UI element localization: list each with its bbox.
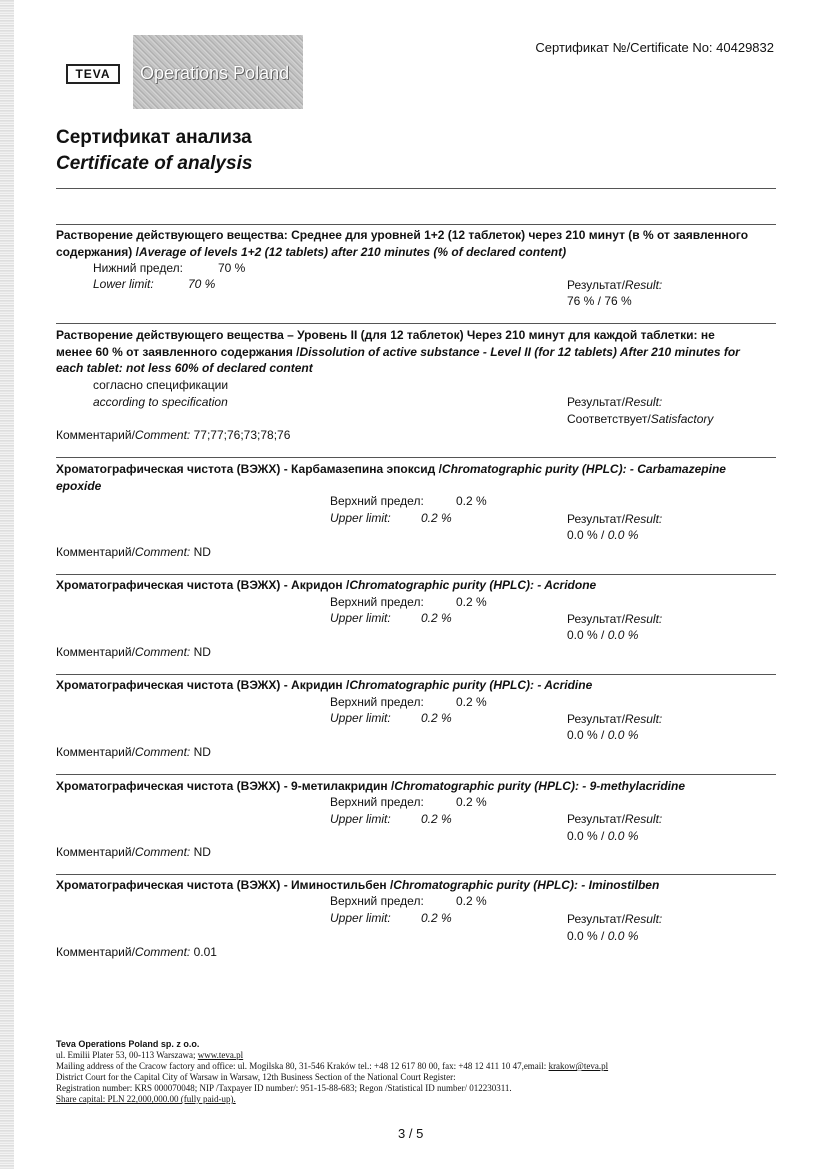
result-value-ru: 0.0 % / (567, 929, 608, 943)
footer-address (56, 1050, 243, 1060)
heading-line-ru-2: содержания) / (56, 244, 139, 259)
certificate-number: Сертификат №/Certificate No: 40429832 (535, 40, 774, 55)
comment (56, 745, 211, 759)
spec-ru: согласно спецификации (93, 378, 229, 392)
heading-line-ru-2: менее 60 % от заявленного содержания / (56, 344, 300, 359)
result-label (567, 278, 662, 292)
result-label (567, 395, 662, 409)
result-value (567, 829, 638, 843)
result-label-ru: Результат/ (567, 812, 625, 826)
result-value-en: 0.0 % (607, 829, 639, 843)
comment (56, 945, 217, 959)
section-heading (56, 227, 778, 260)
limit-ru-label: Верхний предел: (330, 494, 424, 508)
heading-line-en: Dissolution of active substance - Level II (for 12 tablets) After 210 minutes for (299, 344, 740, 359)
scan-edge (0, 0, 14, 1169)
result-value-en: 0.0 % (607, 929, 639, 943)
limit-en-label: Upper limit: (330, 911, 391, 925)
result-value: 76 % / 76 % (567, 294, 632, 308)
result-value-ru: 0.0 % / (567, 528, 608, 542)
limit-ru-value: 0.2 % (456, 795, 487, 809)
limit-en-value: 0.2 % (421, 812, 452, 826)
result-label-en: Result: (624, 395, 663, 409)
result-value-en: Satisfactory (650, 412, 714, 426)
footer-mailing-text: Mailing address of the Cracow factory and office: ul. Mogilska 80, 31-546 Kraków tel.: +48 12 617 80 00, fax: +48 12 411 10 47,email: (56, 1061, 549, 1071)
section-heading (56, 461, 778, 494)
result-label-ru: Результат/ (567, 912, 625, 926)
heading-line-en: Chromatographic purity (HPLC): - 9-methylacridine (394, 779, 685, 793)
section-heading (56, 327, 778, 377)
result-label (567, 612, 662, 626)
heading-line-en: Chromatographic purity (HPLC): - Acridone (349, 578, 597, 592)
comment-value: ND (190, 845, 211, 859)
result-value-ru: Соответствует/ (567, 412, 651, 426)
comment-label-en: Comment: (134, 428, 191, 442)
heading-line-en: Chromatographic purity (HPLC): - Iminostilben (393, 878, 660, 892)
divider (56, 774, 776, 775)
footer-website-link[interactable]: www.teva.pl (197, 1050, 244, 1060)
result-value (567, 728, 638, 742)
result-label (567, 512, 662, 526)
comment-label-ru: Комментарий/ (56, 428, 135, 442)
divider (56, 674, 776, 675)
limit-en-value: 0.2 % (421, 711, 452, 725)
footer-court: District Court for the Capital City of Warsaw in Warsaw, 12th Business Section of the National Court Register: (56, 1072, 456, 1082)
comment (56, 845, 211, 859)
divider (56, 224, 776, 225)
comment-label-en: Comment: (134, 745, 191, 759)
result-value-ru: 0.0 % / (567, 829, 608, 843)
comment-label-en: Comment: (134, 545, 191, 559)
result-value-en: 0.0 % (607, 728, 639, 742)
footer-company: Teva Operations Poland sp. z o.o. (56, 1039, 200, 1049)
limit-ru-label: Нижний предел: (93, 261, 183, 275)
limit-ru-label: Верхний предел: (330, 894, 424, 908)
comment-label-ru: Комментарий/ (56, 645, 135, 659)
page-number: 3 / 5 (398, 1126, 424, 1141)
comment-label-ru: Комментарий/ (56, 745, 135, 759)
comment-label-ru: Комментарий/ (56, 845, 135, 859)
limit-ru-label: Верхний предел: (330, 695, 424, 709)
result-label-ru: Результат/ (567, 512, 625, 526)
result-label-ru: Результат/ (567, 395, 625, 409)
comment-value: 0.01 (190, 945, 217, 959)
limit-ru-value: 0.2 % (456, 494, 487, 508)
comment (56, 428, 290, 442)
limit-en-value: 0.2 % (421, 611, 452, 625)
result-label (567, 912, 662, 926)
comment-label-ru: Комментарий/ (56, 545, 135, 559)
result-label-en: Result: (624, 512, 663, 526)
footer-address-text: ul. Emilii Plater 53, 00-113 Warszawa; (56, 1050, 198, 1060)
section-heading (56, 778, 778, 795)
comment-value: ND (190, 545, 211, 559)
section-heading (56, 877, 778, 894)
comment (56, 645, 211, 659)
footer-email-link[interactable]: krakow@teva.pl (548, 1061, 609, 1071)
comment-label-en: Comment: (134, 945, 191, 959)
heading-line-en: Chromatographic purity (HPLC): - Acridine (349, 678, 593, 692)
heading-line-ru: Хроматографическая чистота (ВЭЖХ) - Иминостильбен / (56, 878, 394, 892)
result-label-ru: Результат/ (567, 712, 625, 726)
section-heading (56, 577, 778, 594)
result-value (567, 528, 638, 542)
limit-en-label: Upper limit: (330, 812, 391, 826)
heading-line-ru: Хроматографическая чистота (ВЭЖХ) - Акридин / (56, 678, 350, 692)
result-label-ru: Результат/ (567, 612, 625, 626)
divider (56, 574, 776, 575)
result-label (567, 712, 662, 726)
result-value (567, 412, 713, 426)
limit-ru-label: Верхний предел: (330, 795, 424, 809)
heading-line-en: Chromatographic purity (HPLC): - Carbamazepine (441, 462, 726, 476)
divider (56, 457, 776, 458)
limit-en-value: 0.2 % (421, 511, 452, 525)
limit-ru-value: 0.2 % (456, 894, 487, 908)
result-value-en: 0.0 % (607, 628, 639, 642)
result-label-ru: Результат/ (567, 278, 625, 292)
comment-label-en: Comment: (134, 845, 191, 859)
heading-line-ru: Растворение действующего вещества – Уровень II (для 12 таблеток) Через 210 минут для каждой таблетки: не (56, 328, 715, 342)
operations-poland-logo-text: Operations Poland (140, 63, 290, 83)
section-heading (56, 677, 778, 694)
limit-ru-value: 70 % (218, 261, 246, 275)
limit-en-label: Upper limit: (330, 611, 391, 625)
heading-line-ru: Хроматографическая чистота (ВЭЖХ) - Акридон / (56, 578, 350, 592)
result-value (567, 929, 638, 943)
comment-value: 77;77;76;73;78;76 (190, 428, 291, 442)
spec-en: according to specification (93, 395, 228, 409)
title-ru: Сертификат анализа (56, 127, 252, 148)
comment-value: ND (190, 745, 211, 759)
heading-line-en-2: epoxide (56, 478, 102, 493)
result-label (567, 812, 662, 826)
result-label-en: Result: (624, 712, 663, 726)
heading-line-en: Average of levels 1+2 (12 tablets) after 210 minutes (% of declared content) (138, 244, 567, 259)
result-value-ru: 0.0 % / (567, 728, 608, 742)
result-value-en: 0.0 % (607, 528, 639, 542)
heading-line-ru: Растворение действующего вещества: Среднее для уровней 1+2 (12 таблеток) через 210 минут (в % от заявленного (56, 228, 749, 242)
comment-value: ND (190, 645, 211, 659)
result-value-ru: 0.0 % / (567, 628, 608, 642)
limit-en-value: 0.2 % (421, 911, 452, 925)
comment-label-ru: Комментарий/ (56, 945, 135, 959)
limit-en-label: Upper limit: (330, 511, 391, 525)
limit-en-label: Lower limit: (93, 277, 154, 291)
heading-line-ru: Хроматографическая чистота (ВЭЖХ) - Карбамазепина эпоксид / (56, 462, 442, 476)
limit-ru-value: 0.2 % (456, 595, 487, 609)
title-en: Certificate of analysis (56, 153, 253, 174)
comment (56, 545, 211, 559)
limit-en-value: 70 % (188, 277, 216, 291)
heading-line-ru: Хроматографическая чистота (ВЭЖХ) - 9-метилакридин / (56, 779, 395, 793)
heading-line-en-2: each tablet: not less 60% of declared content (56, 361, 313, 375)
divider (56, 874, 776, 875)
divider (56, 188, 776, 189)
limit-ru-label: Верхний предел: (330, 595, 424, 609)
result-value (567, 628, 638, 642)
footer-share-capital: Share capital: PLN 22,000,000.00 (fully paid-up). (56, 1094, 236, 1104)
result-label-en: Result: (624, 278, 663, 292)
teva-logo: TEVA (66, 64, 120, 84)
limit-ru-value: 0.2 % (456, 695, 487, 709)
footer-mailing (56, 1061, 608, 1071)
comment-label-en: Comment: (134, 645, 191, 659)
result-label-en: Result: (624, 812, 663, 826)
limit-en-label: Upper limit: (330, 711, 391, 725)
divider (56, 323, 776, 324)
footer-registration: Registration number: KRS 000070048; NIP /Taxpayer ID number/: 951-15-88-683; Regon /Statistical ID number/ 012230311. (56, 1083, 512, 1093)
result-label-en: Result: (624, 612, 663, 626)
result-label-en: Result: (624, 912, 663, 926)
